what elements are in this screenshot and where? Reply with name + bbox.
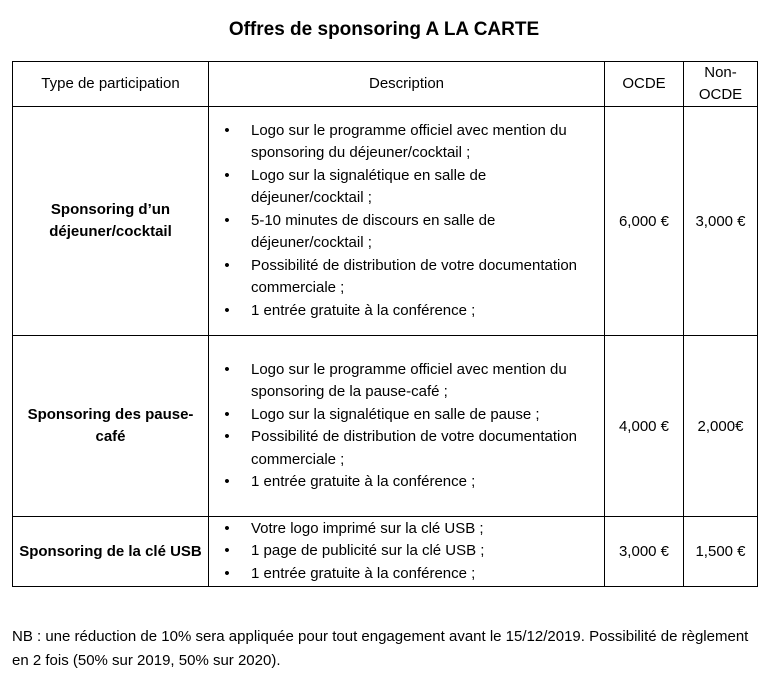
participation-type: Sponsoring d’un déjeuner/cocktail — [13, 107, 209, 336]
list-item: • Logo sur le programme officiel avec mention du sponsoring de la pause-café ; — [209, 359, 598, 404]
bullet-icon: • — [224, 473, 230, 490]
bullet-icon: • — [224, 360, 230, 378]
table-header-row — [13, 62, 758, 107]
participation-type: Sponsoring de la clé USB — [13, 517, 209, 587]
header-ocde: OCDE — [605, 62, 684, 107]
list-item: • 1 entrée gratuite à la conférence ; — [209, 471, 598, 494]
description-list — [209, 359, 604, 494]
price-ocde: 3,000 € — [605, 517, 684, 587]
list-item: • Logo sur le programme officiel avec mention du sponsoring du déjeuner/cocktail ; — [209, 120, 598, 165]
bullet-icon: • — [224, 542, 230, 560]
table-row — [13, 517, 758, 587]
price-non-ocde: 2,000€ — [684, 336, 758, 517]
header-description: Description — [209, 62, 605, 107]
header-non-ocde: Non-OCDE — [684, 62, 758, 107]
bullet-icon: • — [224, 405, 230, 423]
bullet-icon: • — [224, 166, 230, 184]
page-title: Offres de sponsoring A LA CARTE — [228, 19, 540, 40]
footnote: NB : une réduction de 10% sera appliquée pour tout engagement avant le 15/12/2019. Possibilité de règlement en 2 fois (50% sur 2019, 50% sur 2020). — [12, 628, 749, 669]
list-item: • 1 page de publicité sur la clé USB ; — [209, 540, 598, 563]
bullet-icon: • — [224, 428, 230, 445]
list-item: • Possibilité de distribution de votre documentation commerciale ; — [209, 255, 598, 300]
list-item: • 1 entrée gratuite à la conférence ; — [209, 563, 598, 586]
sponsoring-table — [12, 61, 758, 587]
header-type: Type de participation — [13, 62, 209, 107]
description-list — [209, 518, 604, 586]
list-item: • 5-10 minutes de discours en salle de déjeuner/cocktail ; — [209, 210, 598, 255]
description-cell — [209, 336, 605, 517]
bullet-icon: • — [224, 211, 230, 229]
list-item: • 1 entrée gratuite à la conférence ; — [209, 300, 598, 323]
price-ocde: 4,000 € — [605, 336, 684, 517]
price-ocde: 6,000 € — [605, 107, 684, 336]
bullet-icon: • — [224, 301, 230, 319]
list-item: • Logo sur la signalétique en salle de déjeuner/cocktail ; — [209, 165, 598, 210]
price-non-ocde: 3,000 € — [684, 107, 758, 336]
description-cell — [209, 107, 605, 336]
participation-type: Sponsoring des pause-café — [13, 336, 209, 517]
bullet-icon: • — [224, 121, 230, 139]
table-row — [13, 107, 758, 336]
list-item: • Possibilité de distribution de votre documentation commerciale ; — [209, 426, 598, 471]
price-non-ocde: 1,500 € — [684, 517, 758, 587]
description-cell — [209, 517, 605, 587]
description-list — [209, 120, 604, 323]
table-row — [13, 336, 758, 517]
bullet-icon: • — [224, 564, 230, 582]
list-item: • Logo sur la signalétique en salle de pause ; — [209, 404, 598, 427]
bullet-icon: • — [224, 256, 230, 274]
list-item: • Votre logo imprimé sur la clé USB ; — [209, 518, 598, 541]
bullet-icon: • — [224, 519, 230, 537]
